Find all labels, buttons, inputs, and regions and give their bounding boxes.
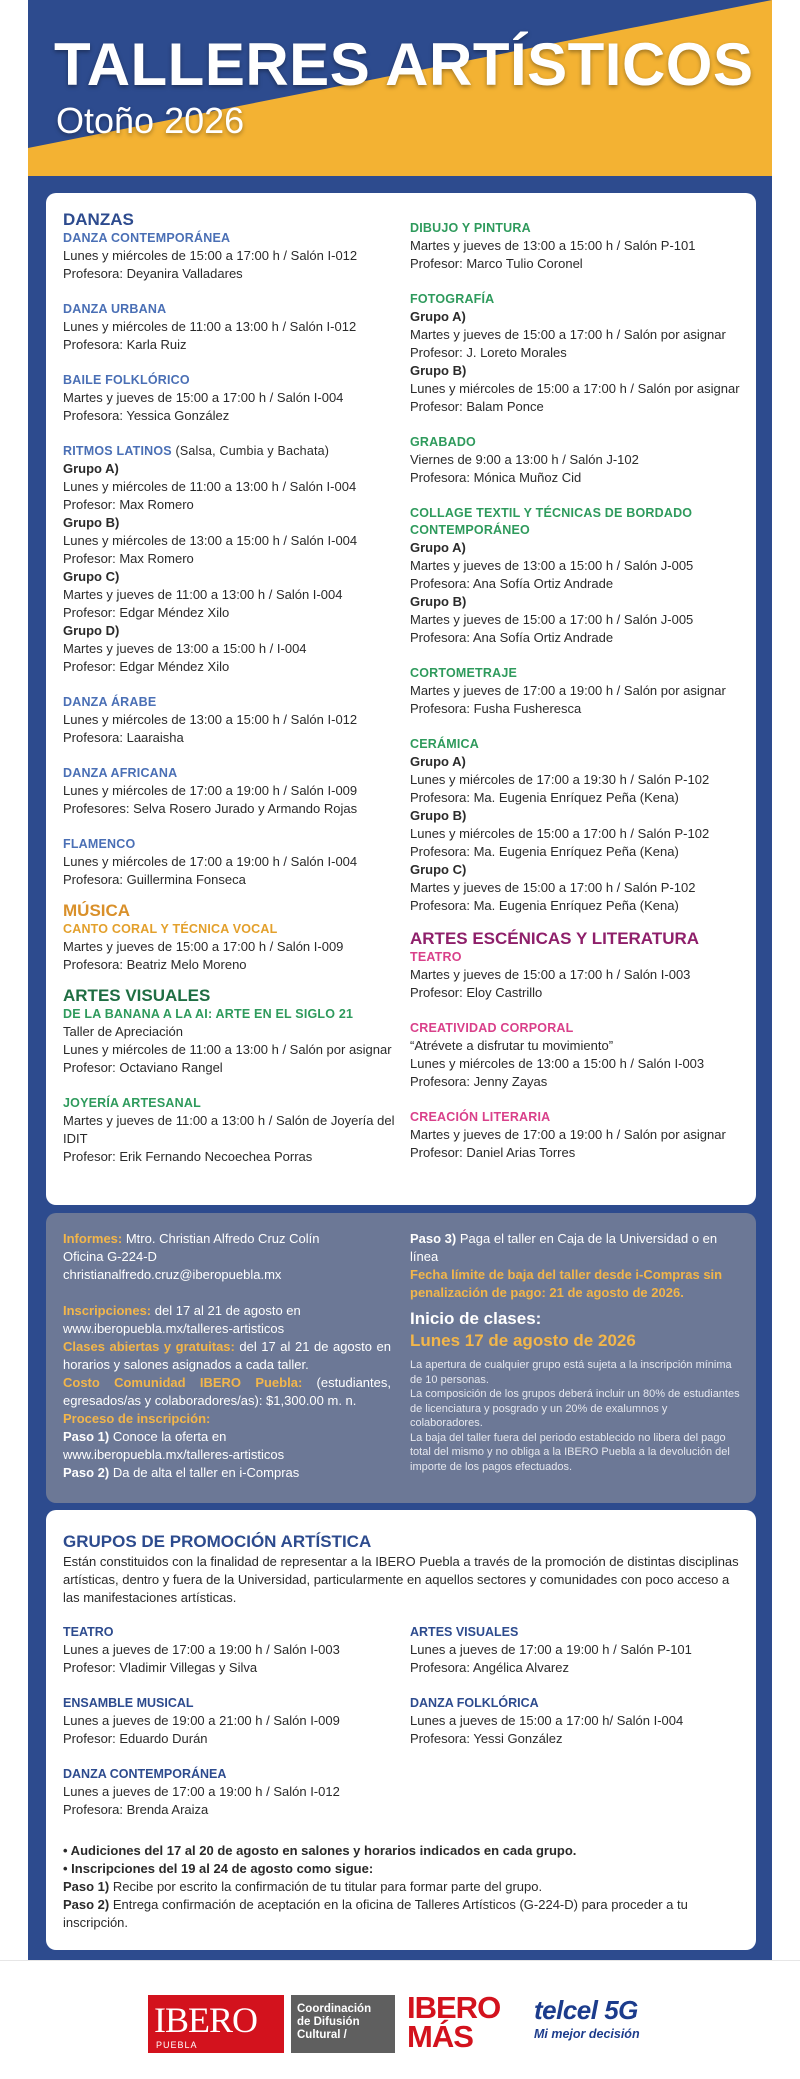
workshop-schedule: Lunes y miércoles de 13:00 a 15:00 h / Salón I-003 [410,1056,705,1071]
section-artes-visuales: ARTES VISUALES [63,986,211,1005]
fecha-limite: Fecha límite de baja del taller desde i-Compras sin penalización de pago: 21 de agosto de 2026. [410,1267,723,1300]
workshops-right-column [410,220,750,1162]
group-label: Grupo A) [63,461,119,476]
workshop-schedule: Lunes y miércoles de 15:00 a 17:00 h / Salón P-102 [410,826,710,841]
workshop-title: GRABADO [410,435,476,449]
workshop-teacher: Profesora: Yessica González [63,408,230,423]
group-label: Grupo A) [410,540,466,555]
ibero-puebla-logo: IBERO PUEBLA [148,1995,284,2053]
workshop-schedule: Martes y jueves de 13:00 a 15:00 h / Salón J-005 [410,558,694,573]
workshop-schedule: Lunes y miércoles de 15:00 a 17:00 h / Salón por asignar [410,381,740,396]
workshop-title: BAILE FOLKLÓRICO [63,373,190,387]
workshop-teacher: Profesor: Daniel Arias Torres [410,1145,576,1160]
group-teacher: Profesor: Eduardo Durán [63,1731,208,1746]
groups-title: GRUPOS DE PROMOCIÓN ARTÍSTICA [63,1532,372,1551]
paso1-line: Paso 1) Conoce la oferta en [63,1429,227,1444]
workshop-schedule: Lunes y miércoles de 11:00 a 13:00 h / Salón por asignar [63,1042,392,1057]
paso3-line: Paso 3) Paga el taller en Caja de la Universidad o en línea [410,1231,718,1264]
workshop-title: DIBUJO Y PINTURA [410,221,531,235]
section-artes-escenicas: ARTES ESCÉNICAS Y LITERATURA [410,929,700,948]
informes-line: Informes: Mtro. Christian Alfredo Cruz Colín [63,1231,320,1246]
group-label: Grupo B) [63,515,120,530]
group-teacher: Profesora: Brenda Araiza [63,1802,209,1817]
info-right-column [410,1230,740,1474]
note-apertura: La apertura de cualquier grupo está sujeta a la inscripción mínima de 10 personas. [410,1359,732,1386]
workshop-teacher: Profesora: Ma. Eugenia Enríquez Peña (Kena) [410,898,679,913]
workshop-teacher: Profesora: Guillermina Fonseca [63,872,246,887]
workshop-teacher: Profesor: Erik Fernando Necoechea Porras [63,1149,313,1164]
workshop-title: DANZA CONTEMPORÁNEA [63,231,231,245]
group-label: Grupo B) [410,363,467,378]
workshop-teacher: Profesora: Ana Sofía Ortiz Andrade [410,630,614,645]
workshop-title: DANZA ÁRABE [63,695,157,709]
workshop-schedule: Martes y jueves de 13:00 a 15:00 h / Salón P-101 [410,238,696,253]
group-label: Grupo B) [410,594,467,609]
workshop-title: FOTOGRAFÍA [410,292,495,306]
group-schedule: Lunes a jueves de 15:00 a 17:00 h/ Salón I-004 [410,1713,684,1728]
office: Oficina G-224-D [63,1249,157,1264]
workshop-teacher: Profesora: Deyanira Valladares [63,266,243,281]
workshop-teacher: Profesor: Max Romero [63,497,194,512]
workshop-schedule: Lunes y miércoles de 11:00 a 13:00 h / Salón I-012 [63,319,357,334]
workshop-title: TEATRO [410,950,462,964]
group-label: Grupo A) [410,754,466,769]
coordinacion-difusion-logo: Coordinación de Difusión Cultural / [291,1995,395,2053]
workshop-teacher: Profesora: Karla Ruiz [63,337,187,352]
workshops-left-column [63,206,403,1166]
groups-step1: Paso 1) Recibe por escrito la confirmación de tu titular para formar parte del grupo. [63,1879,543,1894]
inscripciones-url[interactable]: www.iberopuebla.mx/talleres-artisticos [63,1321,285,1336]
group-label: Grupo C) [410,862,467,877]
note-baja: La baja del taller fuera del periodo establecido no libera del pago total del mismo y no obliga a la IBERO Puebla a la devolución del importe de los pagos efectuados. [410,1431,730,1473]
workshop-teacher: Profesora: Beatriz Melo Moreno [63,957,247,972]
workshop-teacher: Profesor: Max Romero [63,551,194,566]
workshop-teacher: Profesora: Jenny Zayas [410,1074,548,1089]
workshop-schedule: Martes y jueves de 15:00 a 17:00 h / Salón I-009 [63,939,344,954]
groups-left-column [63,1624,393,1819]
group-label: Grupo D) [63,623,120,638]
group-title: DANZA CONTEMPORÁNEA [63,1767,227,1781]
page-title: TALLERES ARTÍSTICOS [54,31,754,98]
group-teacher: Profesor: Vladimir Villegas y Silva [63,1660,258,1675]
workshop-title: CERÁMICA [410,737,479,751]
workshop-teacher: Profesora: Ma. Eugenia Enríquez Peña (Kena) [410,844,679,859]
group-title: TEATRO [63,1625,114,1639]
section-musica: MÚSICA [63,901,131,920]
group-label: Grupo A) [410,309,466,324]
inscripciones-line: Inscripciones: del 17 al 21 de agosto en [63,1303,301,1318]
workshop-title: CONTEMPORÁNEO [410,523,530,537]
workshop-teacher: Profesor: Edgar Méndez Xilo [63,659,230,674]
workshop-teacher: Profesor: Eloy Castrillo [410,985,543,1000]
group-schedule: Lunes a jueves de 17:00 a 19:00 h / Salón P-101 [410,1642,692,1657]
workshop-schedule: Martes y jueves de 17:00 a 19:00 h / Salón por asignar [410,683,726,698]
groups-right-column [410,1624,740,1748]
group-teacher: Profesora: Yessi González [410,1731,563,1746]
workshop-teacher: Profesor: Octaviano Rangel [63,1060,223,1075]
workshop-teacher: Profesora: Mónica Muñoz Cid [410,470,582,485]
section-danzas: DANZAS [63,210,134,229]
group-label: Grupo B) [410,808,467,823]
group-schedule: Lunes a jueves de 19:00 a 21:00 h / Salón I-009 [63,1713,340,1728]
group-label: Grupo C) [63,569,120,584]
workshop-title: COLLAGE TEXTIL Y TÉCNICAS DE BORDADO [410,506,693,520]
workshop-teacher: Profesora: Laaraisha [63,730,184,745]
workshop-teacher: Profesor: Edgar Méndez Xilo [63,605,230,620]
workshop-title: RITMOS LATINOS (Salsa, Cumbia y Bachata) [63,444,330,458]
workshop-teacher: Profesora: Ma. Eugenia Enríquez Peña (Kena) [410,790,679,805]
workshop-title: CREATIVIDAD CORPORAL [410,1021,574,1035]
group-title: ENSAMBLE MUSICAL [63,1696,194,1710]
note-audiciones: • Audiciones del 17 al 20 de agosto en salones y horarios indicados en cada grupo. [63,1843,577,1858]
workshop-schedule: Viernes de 9:00 a 13:00 h / Salón J-102 [410,452,639,467]
groups-description: Están constituidos con la finalidad de representar a la IBERO Puebla a través de la promoción de distintas disciplinas artísticas, dentro y fuera de la Universidad, particularmente en aquellos sectores y comunidades con poco acceso a las manifestaciones artísticas. [63,1554,739,1605]
proceso-label: Proceso de inscripción: [63,1411,211,1426]
contact-email[interactable]: christianalfredo.cruz@iberopuebla.mx [63,1267,282,1282]
workshop-teacher: Profesora: Ana Sofía Ortiz Andrade [410,576,614,591]
workshop-schedule: Lunes y miércoles de 13:00 a 15:00 h / Salón I-004 [63,533,358,548]
workshop-teacher: Profesora: Fusha Fusheresca [410,701,582,716]
workshop-schedule: Lunes y miércoles de 17:00 a 19:00 h / Salón I-004 [63,854,358,869]
workshop-schedule: Lunes y miércoles de 13:00 a 15:00 h / Salón I-012 [63,712,358,727]
group-title: ARTES VISUALES [410,1625,519,1639]
workshop-schedule: Martes y jueves de 13:00 a 15:00 h / I-004 [63,641,307,656]
workshop-schedule: Lunes y miércoles de 17:00 a 19:00 h / Salón I-009 [63,783,358,798]
workshop-schedule: Martes y jueves de 15:00 a 17:00 h / Salón por asignar [410,327,726,342]
workshop-schedule: Martes y jueves de 17:00 a 19:00 h / Salón por asignar [410,1127,726,1142]
workshop-schedule: Martes y jueves de 15:00 a 17:00 h / Salón J-005 [410,612,694,627]
workshop-subtitle: Taller de Apreciación [63,1024,183,1039]
footer-divider [0,1960,800,1961]
workshop-teacher: Profesor: J. Loreto Morales [410,345,567,360]
workshop-title: FLAMENCO [63,837,136,851]
telcel-logo: telcel 5G Mi mejor decisión [534,1995,640,2041]
workshop-subtitle: “Atrévete a disfrutar tu movimiento” [410,1038,614,1053]
workshop-title: CREACIÓN LITERARIA [410,1110,551,1124]
clases-line: Clases abiertas y gratuitas: del 17 al 21 de agosto en horarios y salones asignados a cada taller. [63,1339,392,1372]
note-inscripciones: • Inscripciones del 19 al 24 de agosto como sigue: [63,1861,374,1876]
workshop-title: CORTOMETRAJE [410,666,518,680]
workshop-title: CANTO CORAL Y TÉCNICA VOCAL [63,922,278,936]
workshop-teacher: Profesores: Selva Rosero Jurado y Armando Rojas [63,801,358,816]
ibero-mas-logo: IBERO MÁS [407,1990,501,2054]
workshop-schedule: Lunes y miércoles de 17:00 a 19:30 h / Salón P-102 [410,772,710,787]
workshop-schedule: Martes y jueves de 11:00 a 13:00 h / Salón I-004 [63,587,343,602]
paso1-url[interactable]: www.iberopuebla.mx/talleres-artisticos [63,1447,285,1462]
groups-step2: Paso 2) Entrega confirmación de aceptación en la oficina de Talleres Artísticos (G-224-D) para proceder a tu inscripción. [63,1897,688,1930]
workshop-teacher: Profesor: Balam Ponce [410,399,544,414]
workshop-schedule: Lunes y miércoles de 11:00 a 13:00 h / Salón I-004 [63,479,357,494]
workshop-title: JOYERÍA ARTESANAL [63,1096,201,1110]
workshop-title: DE LA BANANA A LA AI: ARTE EN EL SIGLO 21 [63,1007,354,1021]
group-schedule: Lunes a jueves de 17:00 a 19:00 h / Salón I-003 [63,1642,340,1657]
workshop-schedule: Martes y jueves de 15:00 a 17:00 h / Salón I-004 [63,390,344,405]
group-schedule: Lunes a jueves de 17:00 a 19:00 h / Salón I-012 [63,1784,340,1799]
costo-line: Costo Comunidad IBERO Puebla: (estudiantes, egresados/as y colaboradores/as): $1,300.00 m. n. [63,1375,391,1408]
workshop-teacher: Profesor: Marco Tulio Coronel [410,256,583,271]
paso2-line: Paso 2) Da de alta el taller en i-Compras [63,1465,300,1480]
workshop-schedule: Martes y jueves de 15:00 a 17:00 h / Salón P-102 [410,880,696,895]
page-subtitle: Otoño 2026 [56,100,245,141]
note-composicion: La composición de los grupos deberá incluir un 80% de estudiantes de licenciatura y posgrado y un 20% de exalumnos y colaboradores. [410,1388,740,1429]
group-title: DANZA FOLKLÓRICA [410,1696,539,1710]
info-left-column [63,1230,391,1482]
workshop-schedule: Martes y jueves de 11:00 a 13:00 h / Salón de Joyería del IDIT [63,1113,395,1146]
workshop-schedule: Martes y jueves de 15:00 a 17:00 h / Salón I-003 [410,967,691,982]
workshop-title: DANZA URBANA [63,302,167,316]
workshop-schedule: Lunes y miércoles de 15:00 a 17:00 h / Salón I-012 [63,248,358,263]
groups-notes [63,1842,739,1932]
workshop-title: DANZA AFRICANA [63,766,178,780]
group-teacher: Profesora: Angélica Alvarez [410,1660,569,1675]
inicio-label: Inicio de clases: [410,1309,542,1328]
inicio-date: Lunes 17 de agosto de 2026 [410,1331,636,1350]
